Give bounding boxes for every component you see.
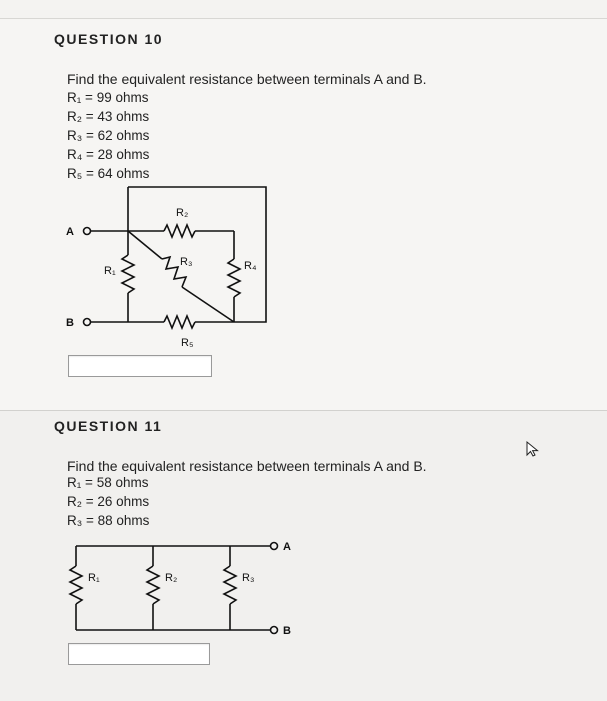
resistor-r1 [70,566,82,604]
r5-label: R₅ [181,337,194,349]
resistor-r3 [224,566,236,604]
resistor-r2 [164,225,195,237]
r1-label: R₁ [88,572,100,584]
question-11-prompt: Find the equivalent resistance between terminals A and B. [67,458,427,474]
terminal-b-node [271,627,278,634]
terminal-a-label: A [66,226,74,238]
terminal-b-node [84,319,91,326]
question-11-panel [0,410,607,701]
r3-label: R₃ [180,256,193,268]
question-11-answer-input[interactable] [68,643,210,665]
circuit-wire [128,187,266,322]
terminal-a-node [271,543,278,550]
question-11-r1-value: R₁ = 58 ohms [67,475,149,490]
question-11-r3-value: R₃ = 88 ohms [67,513,150,528]
resistor-r1 [122,255,134,293]
question-10-circuit-diagram [0,19,607,411]
question-10-r1-value: R₁ = 99 ohms [67,90,149,105]
terminal-a-label: A [283,541,291,553]
question-10-prompt: Find the equivalent resistance between terminals A and B. [67,71,427,87]
circuit-wire [128,231,162,259]
terminal-a-node [84,228,91,235]
r4-label: R₄ [244,260,257,272]
r2-label: R₂ [176,207,189,219]
mouse-pointer-icon [525,441,541,457]
question-10-answer-input[interactable] [68,355,212,377]
question-10-panel [0,18,607,411]
question-10-r2-value: R₂ = 43 ohms [67,109,150,124]
question-10-r4-value: R₄ = 28 ohms [67,147,150,162]
question-10-r5-value: R₅ = 64 ohms [67,166,150,181]
question-11-title: QUESTION 11 [54,418,163,434]
r1-label: R₁ [104,265,116,277]
question-10-title: QUESTION 10 [54,31,164,47]
question-10-r3-value: R₃ = 62 ohms [67,128,150,143]
resistor-r2 [147,566,159,604]
r3-label: R₃ [242,572,255,584]
resistor-r5 [164,316,195,328]
question-11-r2-value: R₂ = 26 ohms [67,494,150,509]
resistor-r4 [228,259,240,297]
r2-label: R₂ [165,572,178,584]
terminal-b-label: B [66,317,74,329]
circuit-wire [182,287,234,322]
terminal-b-label: B [283,625,291,637]
